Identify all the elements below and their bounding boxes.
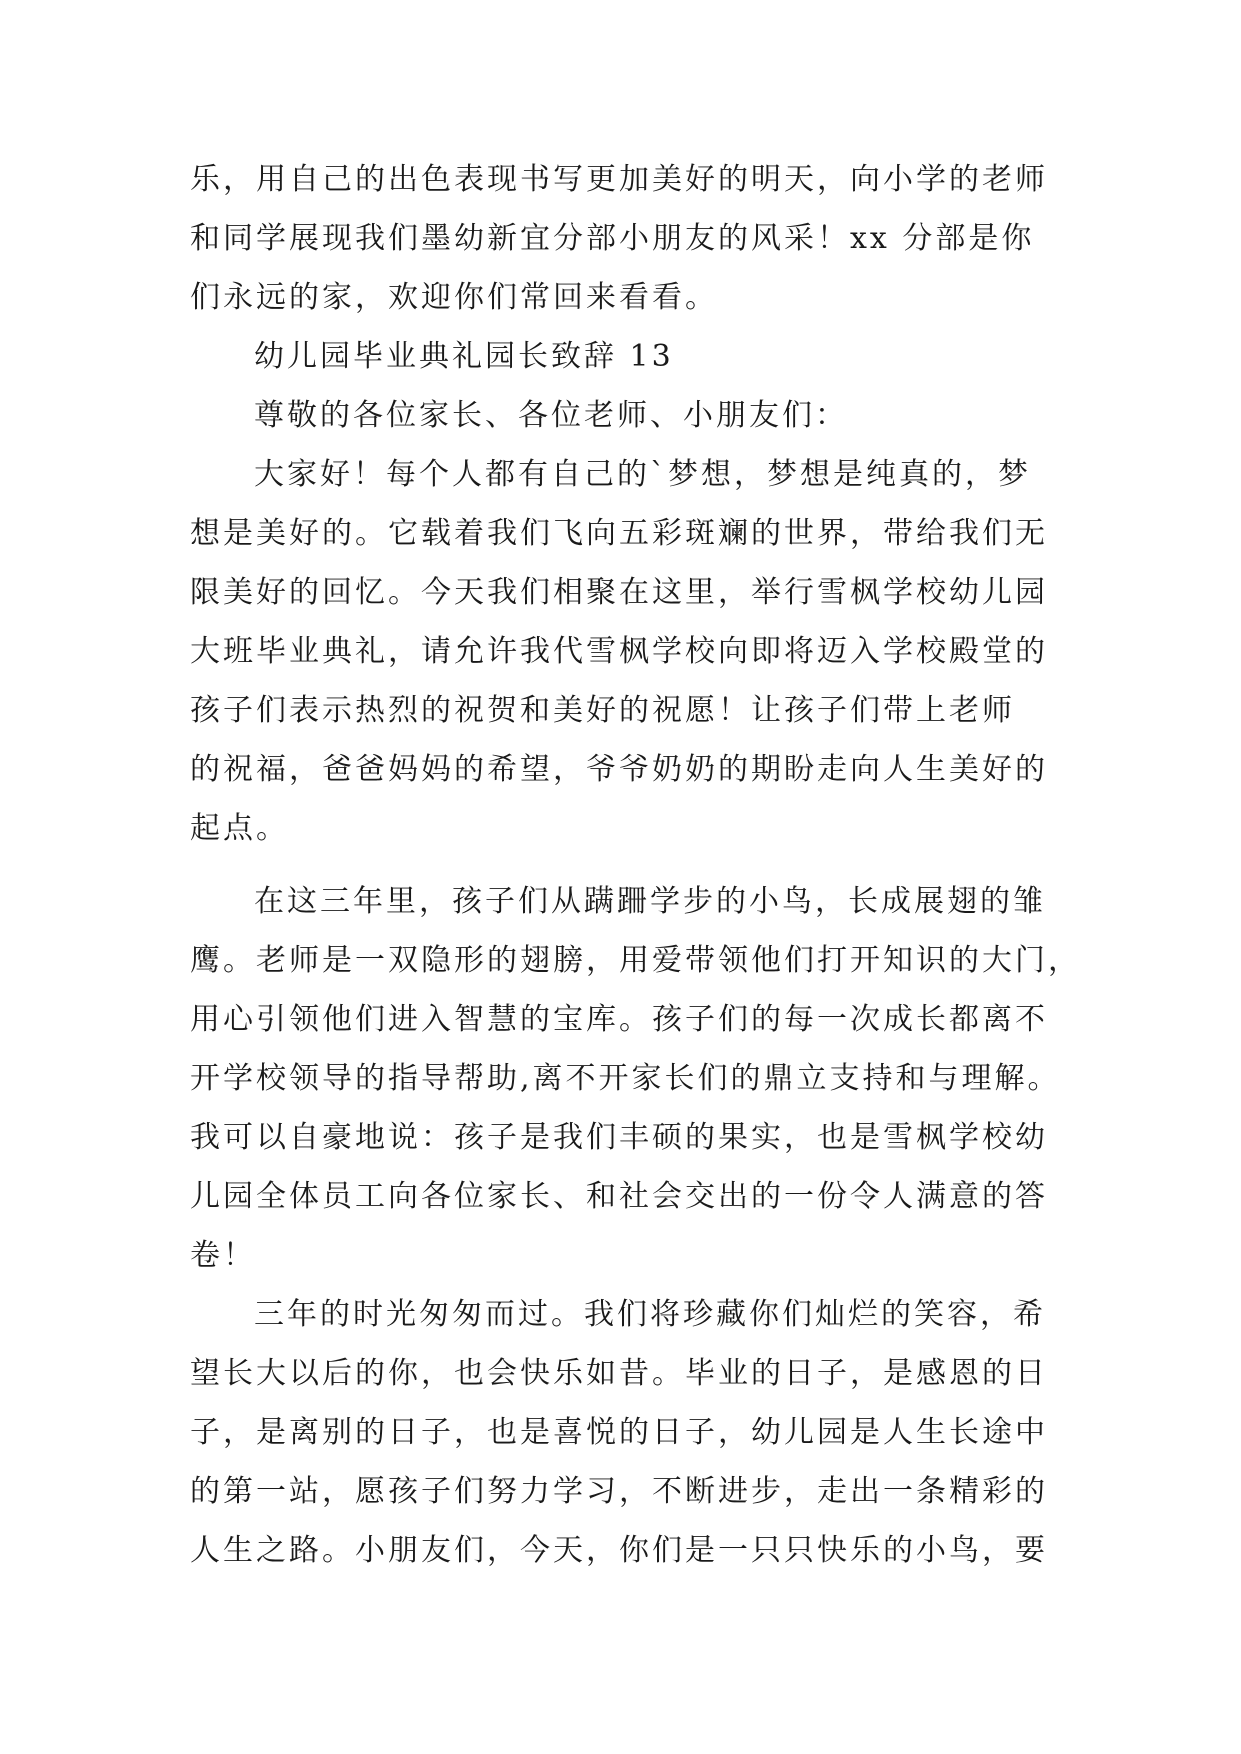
text-line: 大班毕业典礼，请允许我代雪枫学校向即将迈入学校殿堂的	[190, 634, 1048, 669]
text-line: 儿园全体员工向各位家长、和社会交出的一份令人满意的答	[190, 1179, 1048, 1214]
salutation-text: 尊敬的各位家长、各位老师、小朋友们：	[254, 398, 848, 433]
heading-text: 幼儿园毕业典礼园长致辞 13	[254, 339, 674, 374]
document-body	[190, 150, 1081, 1580]
text-line: 们永远的家，欢迎你们常回来看看。	[190, 280, 718, 315]
text-line: 人生之路。小朋友们，今天，你们是一只只快乐的小鸟，要	[190, 1533, 1048, 1568]
text-line: 用心引领他们进入智慧的宝库。孩子们的每一次成长都离不	[190, 1002, 1048, 1037]
text-line: 望长大以后的你，也会快乐如昔。毕业的日子，是感恩的日	[190, 1356, 1048, 1391]
paragraph-continuation	[190, 150, 1055, 327]
text-line: 我可以自豪地说：孩子是我们丰硕的果实，也是雪枫学校幼	[190, 1120, 1048, 1155]
text-line: 子，是离别的日子，也是喜悦的日子，幼儿园是人生长途中	[190, 1415, 1048, 1450]
text-line: 大家好！每个人都有自己的`梦想，梦想是纯真的，梦	[254, 457, 1031, 492]
text-line: 鹰。老师是一双隐形的翅膀，用爱带领他们打开知识的大门，	[190, 943, 1081, 978]
text-line: 孩子们表示热烈的祝贺和美好的祝愿！让孩子们带上老师	[190, 693, 1015, 728]
text-line: 卷！	[190, 1238, 256, 1273]
text-line: 和同学展现我们墨幼新宜分部小朋友的风采！xx 分部是你	[190, 221, 1035, 256]
text-line: 在这三年里，孩子们从蹒跚学步的小鸟，长成展翅的雏	[254, 884, 1046, 919]
text-line: 开学校领导的指导帮助,离不开家长们的鼎立支持和与理解。	[190, 1061, 1061, 1096]
section-heading	[190, 327, 1055, 386]
paragraph-time-passed	[190, 1285, 1055, 1580]
paragraph-greeting	[190, 445, 1055, 858]
text-line: 的祝福，爸爸妈妈的希望，爷爷奶奶的期盼走向人生美好的	[190, 752, 1048, 787]
text-line: 起点。	[190, 811, 289, 846]
text-line: 乐，用自己的出色表现书写更加美好的明天，向小学的老师	[190, 162, 1048, 197]
text-line: 的第一站，愿孩子们努力学习，不断进步，走出一条精彩的	[190, 1474, 1048, 1509]
paragraph-three-years	[190, 872, 1081, 1285]
text-line: 限美好的回忆。今天我们相聚在这里，举行雪枫学校幼儿园	[190, 575, 1048, 610]
text-line: 想是美好的。它载着我们飞向五彩斑斓的世界，带给我们无	[190, 516, 1048, 551]
text-line: 三年的时光匆匆而过。我们将珍藏你们灿烂的笑容，希	[254, 1297, 1046, 1332]
salutation	[190, 386, 1055, 445]
